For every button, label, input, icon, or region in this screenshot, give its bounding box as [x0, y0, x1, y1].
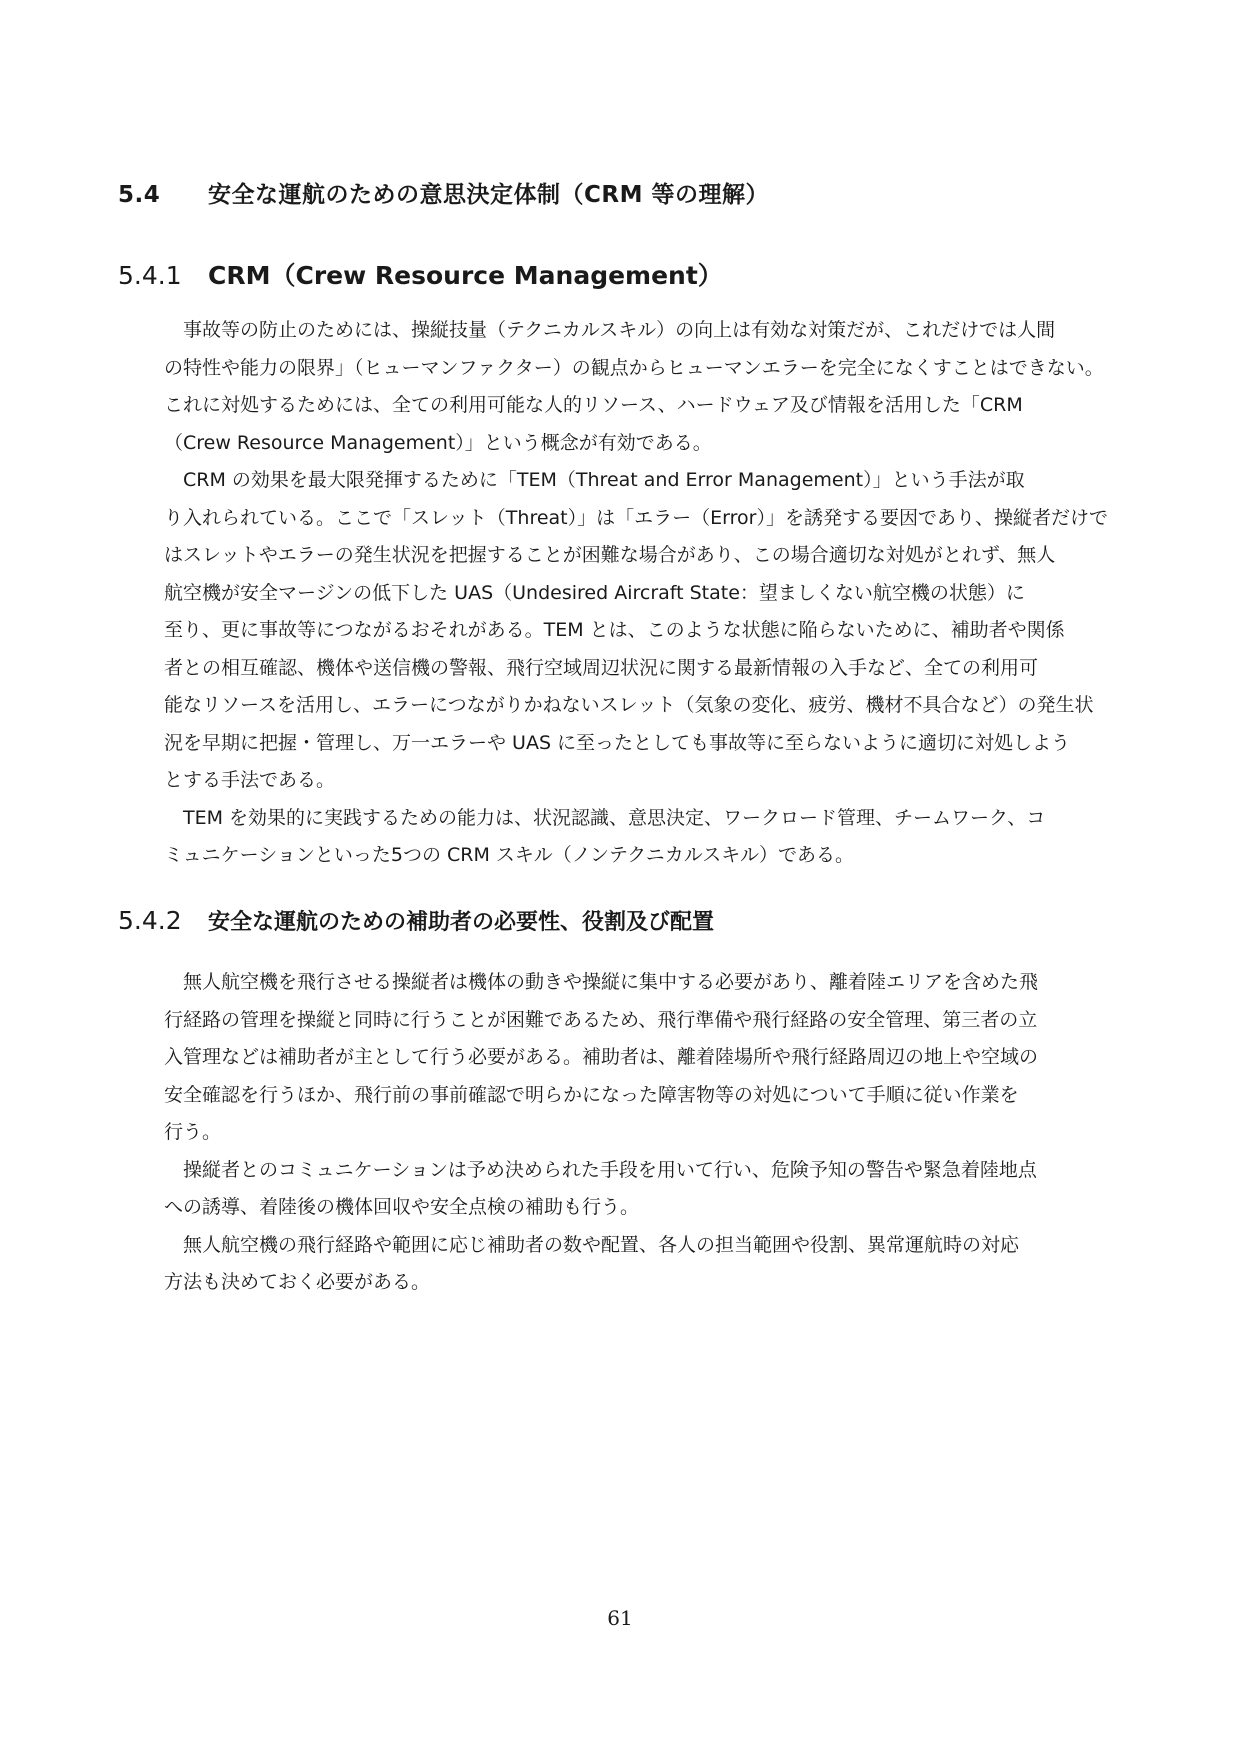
- section-heading: [118, 176, 769, 209]
- paragraph-line: 無人航空機を飛行させる操縦者は機体の動きや操縦に集中する必要があり、離着陸エリアを含めた飛: [183, 971, 1039, 993]
- paragraph-line: はスレットやエラーの発生状況を把握することが困難な場合があり、この場合適切な対処がとれず、無人: [164, 544, 1056, 566]
- crm-body: [164, 312, 1126, 875]
- paragraph-line: ミュニケーションといった5つの CRM スキル（ノンテクニカルスキル）である。: [164, 844, 855, 866]
- section-title: 安全な運航のための意思決定体制（CRM 等の理解）: [208, 182, 769, 208]
- subsection-title: 安全な運航のための補助者の必要性、役割及び配置: [208, 910, 715, 935]
- paragraph-line: 行う。: [164, 1121, 222, 1143]
- paragraph-line: の特性や能力の限界」（ヒューマンファクター）の観点からヒューマンエラーを完全になくすことはできない。: [164, 356, 1104, 379]
- paragraph-line: 安全確認を行うほか、飛行前の事前確認で明らかになった障害物等の対処について手順に従い作業を: [164, 1083, 1019, 1106]
- paragraph-line: 方法も決めておく必要がある。: [164, 1271, 431, 1293]
- paragraph-line: 至り、更に事故等につながるおそれがある。TEM とは、このような状態に陥らないために、補助者や関係: [164, 619, 1065, 641]
- subsection-heading-541: [118, 256, 723, 292]
- paragraph-line: 行経路の管理を操縦と同時に行うことが困難であるため、飛行準備や飛行経路の安全管理、第三者の立: [164, 1008, 1038, 1031]
- subsection-heading-542: [118, 905, 714, 936]
- subsection-title: CRM（Crew Resource Management）: [208, 261, 723, 290]
- paragraph-line: とする手法である。: [164, 769, 336, 791]
- assistant-body: [164, 964, 1126, 1302]
- paragraph-line: 事故等の防止のためには、操縦技量（テクニカルスキル）の向上は有効な対策だが、これだけでは人間: [183, 319, 1056, 341]
- paragraph-line: TEM を効果的に実践するための能力は、状況認識、意思決定、ワークロード管理、チームワーク、コ: [183, 806, 1046, 829]
- paragraph-line: 無人航空機の飛行経路や範囲に応じ補助者の数や配置、各人の担当範囲や役割、異常運航時の対応: [183, 1233, 1020, 1256]
- paragraph-line: り入れられている。ここで「スレット（Threat）」は「エラー（Error）」を誘発する要因であり、操縦者だけで: [164, 506, 1108, 529]
- paragraph-line: 者との相互確認、機体や送信機の警報、飛行空域周辺状況に関する最新情報の入手など、全ての利用可: [164, 656, 1039, 679]
- paragraph-line: 入管理などは補助者が主として行う必要がある。補助者は、離着陸場所や飛行経路周辺の地上や空域の: [164, 1046, 1039, 1068]
- paragraph-line: 航空機が安全マージンの低下した UAS（Undesired Aircraft State：望ましくない航空機の状態）に: [164, 581, 1025, 604]
- paragraph-line: これに対処するためには、全ての利用可能な人的リソース、ハードウェア及び情報を活用した「CRM: [164, 394, 1023, 416]
- paragraph-line: への誘導、着陸後の機体回収や安全点検の補助も行う。: [164, 1196, 640, 1218]
- subsection-number: 5.4.1: [118, 261, 182, 290]
- section-number: 5.4: [118, 182, 161, 208]
- paragraph-line: CRM の効果を最大限発揮するために「TEM（Threat and Error Management）」という手法が取: [183, 469, 1025, 491]
- paragraph-line: 能なリソースを活用し、エラーにつながりかねないスレット（気象の変化、疲労、機材不具合など）の発生状: [164, 694, 1094, 716]
- subsection-number: 5.4.2: [118, 906, 182, 935]
- paragraph-line: （Crew Resource Management）」という概念が有効である。: [164, 431, 712, 454]
- paragraph-line: 況を早期に把握・管理し、万一エラーや UAS に至ったとしても事故等に至らないように適切に対処しよう: [164, 731, 1071, 754]
- paragraph-line: 操縦者とのコミュニケーションは予め決められた手段を用いて行い、危険予知の警告や緊急着陸地点: [183, 1158, 1037, 1181]
- page-number: 61: [607, 1606, 633, 1630]
